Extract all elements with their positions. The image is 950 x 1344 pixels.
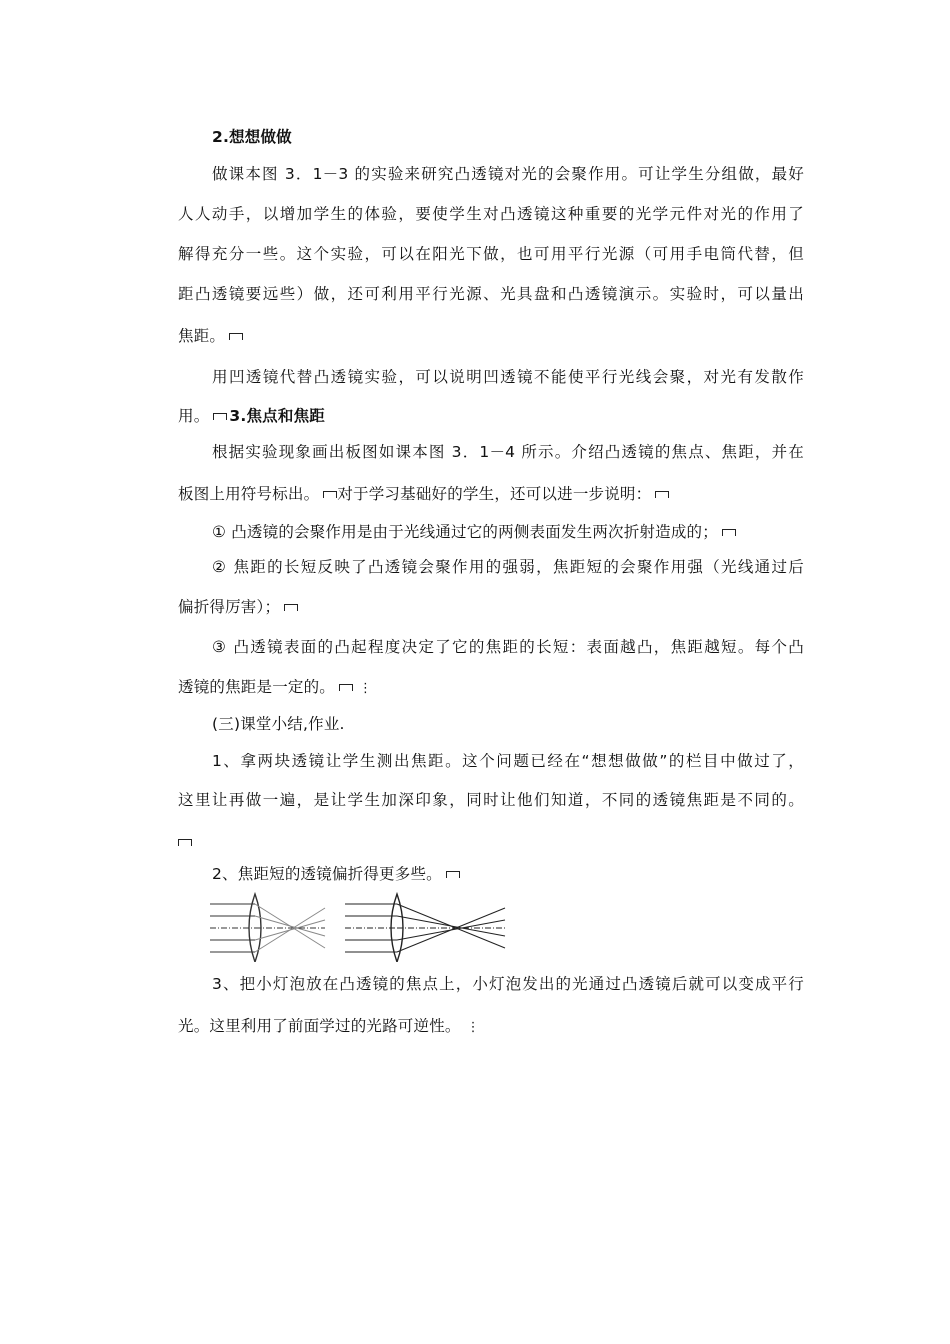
list-item: ③ 凸透镜表面的凸起程度决定了它的焦距的长短：表面越凸，焦距越短。每个凸	[212, 638, 804, 656]
summary-item-continuation	[178, 1016, 480, 1038]
summary-item: 3、把小灯泡放在凸透镜的焦点上，小灯泡发出的光通过凸透镜后就可以变成平行	[212, 975, 804, 993]
paragraph-line: 解得充分一些。这个实验，可以在阳光下做，也可用平行光源（可用手电筒代替，但	[178, 245, 804, 263]
return-mark-icon	[446, 871, 460, 878]
paragraph-text: 焦距。	[178, 327, 226, 345]
paragraph-line: 根据实验现象画出板图如课本图 3．1－4 所示。介绍凸透镜的焦点、焦距，并在	[212, 443, 804, 461]
return-mark-icon	[284, 604, 298, 611]
list-item-text: 透镜的焦距是一定的。	[178, 678, 336, 696]
paragraph-line: 距凸透镜要远些）做，还可利用平行光源、光具盘和凸透镜演示。实验时，可以量出	[178, 285, 804, 303]
return-mark-icon	[323, 491, 337, 498]
return-mark-icon	[722, 529, 736, 536]
lens-figure-short-focus	[210, 894, 325, 962]
summary-item: 1、拿两块透镜让学生测出焦距。这个问题已经在“想想做做”的栏目中做过了，	[212, 752, 804, 770]
list-item-continuation	[178, 597, 298, 617]
list-item-text: ① 凸透镜的会聚作用是由于光线通过它的两侧表面发生两次折射造成的；	[212, 523, 718, 541]
summary-item-continuation: 这里让再做一遍，是让学生加深印象，同时让他们知道，不同的透镜焦距是不同的。	[178, 791, 804, 809]
return-mark-icon	[178, 839, 192, 846]
section-heading-focus: 3.焦点和焦距	[229, 407, 325, 425]
section-heading-try: 2.想想做做	[212, 128, 292, 146]
summary-item	[212, 864, 460, 884]
vertical-dots-icon: ⋮	[359, 681, 373, 696]
list-item-continuation	[178, 677, 372, 699]
list-item-text: 偏折得厉害）；	[178, 598, 281, 616]
vertical-dots-icon: ⋮	[466, 1020, 480, 1035]
return-mark-icon	[213, 413, 227, 420]
paragraph-line	[178, 326, 243, 346]
list-item	[212, 522, 736, 542]
lens-focal-diagram-icon	[205, 892, 515, 962]
return-mark-icon	[339, 684, 353, 691]
paragraph-text: 对于学习基础好的学生，还可以进一步说明：	[337, 485, 652, 503]
paragraph-text: 板图上用符号标出。	[178, 485, 320, 503]
list-item: ② 焦距的长短反映了凸透镜会聚作用的强弱，焦距短的会聚作用强（光线通过后	[212, 558, 804, 576]
summary-item-text: 2、焦距短的透镜偏折得更多些。	[212, 865, 442, 883]
return-mark-icon	[655, 491, 669, 498]
paragraph-line: 人人动手，以增加学生的体验，要使学生对凸透镜这种重要的光学元件对光的作用了	[178, 205, 804, 223]
paragraph-text: 用。	[178, 407, 210, 425]
paragraph-line	[178, 406, 325, 426]
return-mark-icon	[229, 333, 243, 340]
summary-item-text: 光。这里利用了前面学过的光路可逆性。	[178, 1017, 461, 1035]
paragraph-line: 做课本图 3．1－3 的实验来研究凸透镜对光的会聚作用。可让学生分组做，最好	[212, 165, 804, 183]
paragraph-line: 用凹透镜代替凸透镜实验，可以说明凹透镜不能使平行光线会聚，对光有发散作	[212, 368, 804, 386]
paragraph-line	[178, 832, 192, 852]
summary-heading: (三)课堂小结,作业.	[212, 715, 345, 733]
paragraph-line	[178, 484, 669, 504]
lens-figure-long-focus	[345, 894, 505, 962]
